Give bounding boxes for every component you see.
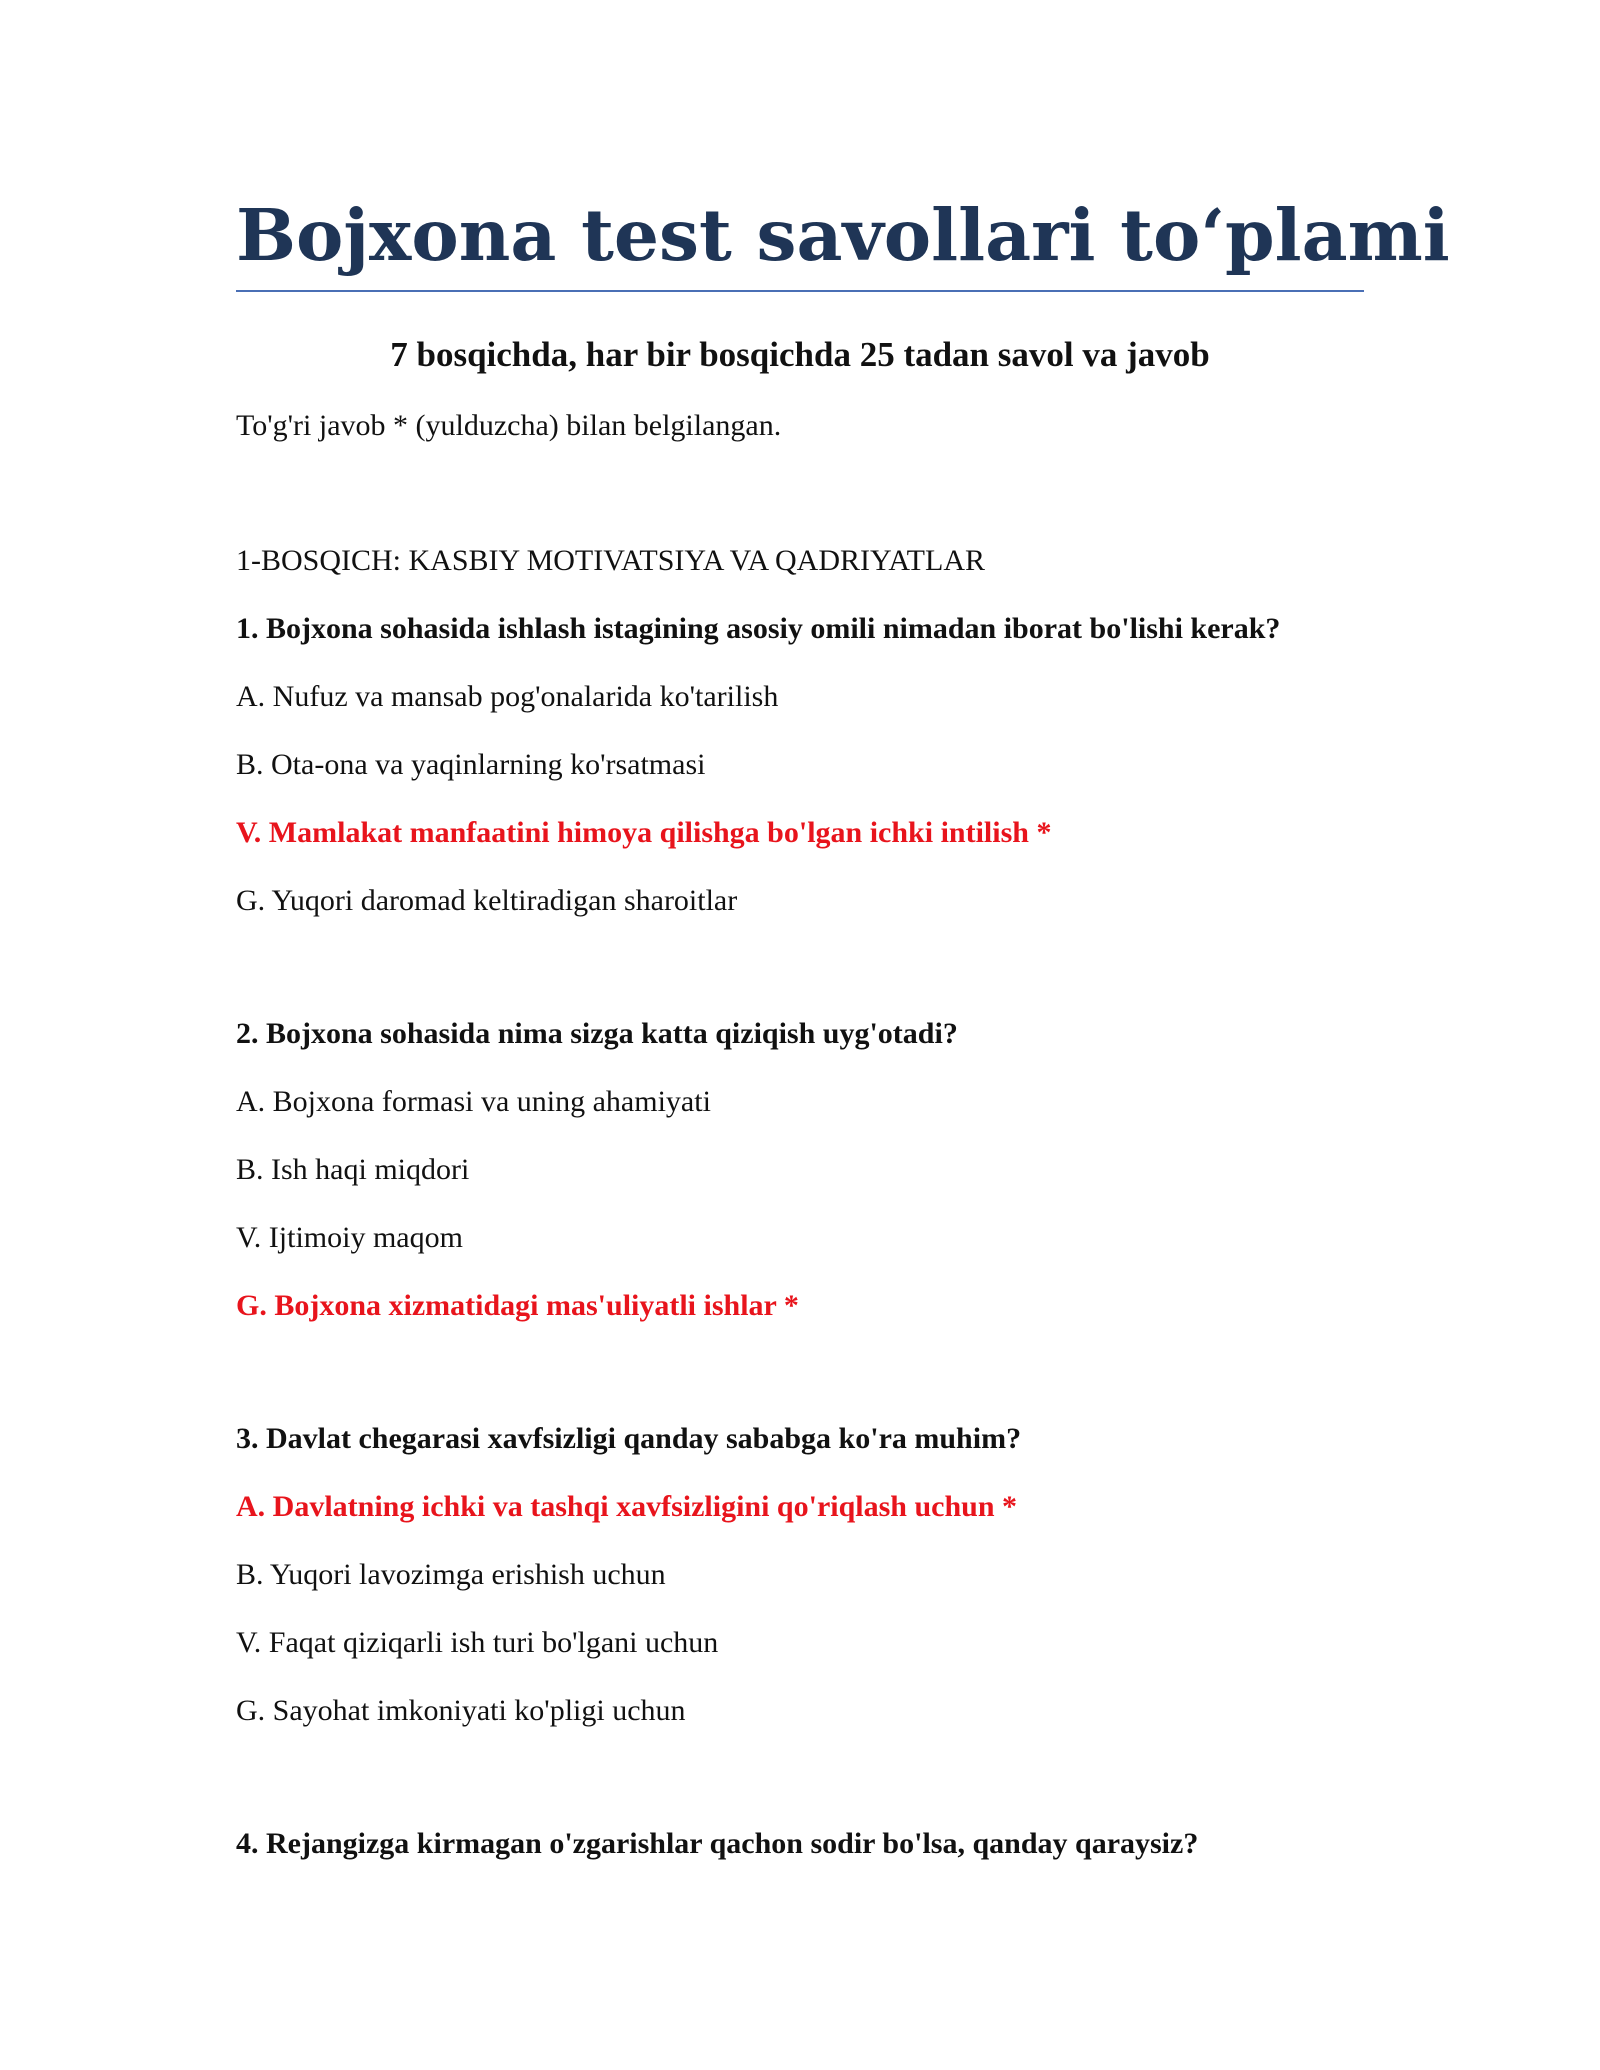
question-4: 4. Rejangizga kirmagan o'zgarishlar qachon sodir bo'lsa, qanday qaraysiz? <box>236 1827 1199 1860</box>
question-3-option-v: V. Faqat qiziqarli ish turi bo'lgani uchun <box>236 1626 719 1659</box>
document-subtitle: 7 bosqichda, har bir bosqichda 25 tadan savol va javob <box>390 335 1210 374</box>
title-divider <box>236 290 1364 292</box>
question-3-option-g: G. Sayohat imkoniyati ko'pligi uchun <box>236 1694 686 1727</box>
question-3-option-a-correct: A. Davlatning ichki va tashqi xavfsizligini qo'riqlash uchun * <box>236 1490 1018 1523</box>
question-2-option-b: B. Ish haqi miqdori <box>236 1153 470 1186</box>
question-1-option-b: B. Ota-ona va yaqinlarning ko'rsatmasi <box>236 748 706 781</box>
question-1: 1. Bojxona sohasida ishlash istagining asosiy omili nimadan iborat bo'lishi kerak? <box>236 612 1281 645</box>
question-1-option-g: G. Yuqori daromad keltiradigan sharoitlar <box>236 884 738 917</box>
document-title: Bojxona test savollari to‘plami <box>236 193 1450 277</box>
section-heading: 1-BOSQICH: KASBIY MOTIVATSIYA VA QADRIYATLAR <box>236 544 985 577</box>
question-2-option-g-correct: G. Bojxona xizmatidagi mas'uliyatli ishlar * <box>236 1289 799 1322</box>
question-1-option-a: A. Nufuz va mansab pog'onalarida ko'tarilish <box>236 680 779 713</box>
question-2-option-v: V. Ijtimoiy maqom <box>236 1221 463 1254</box>
answer-key-note: To'g'ri javob * (yulduzcha) bilan belgilangan. <box>236 409 782 442</box>
question-2: 2. Bojxona sohasida nima sizga katta qiziqish uyg'otadi? <box>236 1017 958 1050</box>
question-2-option-a: A. Bojxona formasi va uning ahamiyati <box>236 1085 711 1118</box>
question-1-option-v-correct: V. Mamlakat manfaatini himoya qilishga bo'lgan ichki intilish * <box>236 816 1052 849</box>
question-3-option-b: B. Yuqori lavozimga erishish uchun <box>236 1558 666 1591</box>
question-3: 3. Davlat chegarasi xavfsizligi qanday sababga ko'ra muhim? <box>236 1422 1022 1455</box>
